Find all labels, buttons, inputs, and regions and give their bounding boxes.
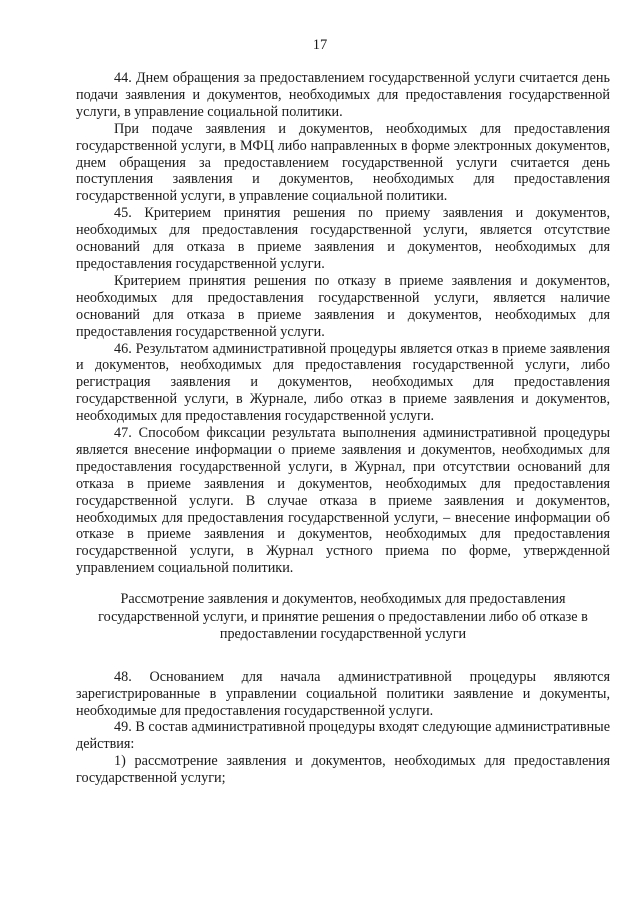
paragraph-45-refusal: Критерием принятия решения по отказу в приеме заявления и документов, необходимых для предоставления государственной услуги, является наличие оснований для отказа в приеме заявления и документов, необходимых для предоставления государственной услуги. (76, 272, 610, 340)
paragraph-49-item-1: 1) рассмотрение заявления и документов, необходимых для предоставления государственной услуги; (76, 753, 610, 787)
paragraph-47: 47. Способом фиксации результата выполнения административной процедуры является внесение информации о приеме заявления и документов, необходимых для предоставления государственной услуги, в Журнал, при отсутствии оснований для отказа в приеме заявления и документов, необходимых для предоставления государственной услуги. В случае отказа в приеме заявления и документов, необходимых для предоставления государственной услуги, – внесение информации об отказе в приеме заявления и документов, необходимых для предоставления государственной услуги, в Журнал устного приема по форме, утвержденной управлением социальной политики. (76, 425, 610, 577)
section-heading: Рассмотрение заявления и документов, необходимых для предоставления государственной услуги, и принятие решения о предоставлении либо об отказе в предоставлении государственной услуги (98, 591, 588, 643)
paragraph-49: 49. В состав административной процедуры входят следующие административные действия: (76, 719, 610, 753)
page-number: 17 (312, 37, 328, 53)
paragraph-44-mfc: При подаче заявления и документов, необходимых для предоставления государственной услуги, в МФЦ либо направленных в форме электронных документов, днем обращения за предоставлением государственной услуги считается день поступления заявления и документов, необходимых для предоставления государственной услуги, в управление социальной политики. (76, 120, 610, 205)
document-body (76, 70, 610, 787)
paragraph-46: 46. Результатом административной процедуры является отказ в приеме заявления и документов, необходимых для предоставления государственной услуги, либо регистрация заявления и документов, необходимых для предоставления государственной услуги, в Журнале, либо отказ в приеме заявления и документов, необходимых для предоставления государственной услуги. (76, 340, 610, 425)
paragraph-48: 48. Основанием для начала административной процедуры являются зарегистрированные в управлении социальной политики заявление и документы, необходимые для предоставления государственной услуги. (76, 668, 610, 719)
paragraph-45: 45. Критерием принятия решения по приему заявления и документов, необходимых для предоставления государственной услуги, является отсутствие оснований для отказа в приеме заявления и документов, необходимых для предоставления государственной услуги. (76, 205, 610, 272)
paragraph-44: 44. Днем обращения за предоставлением государственной услуги считается день подачи заявления и документов, необходимых для предоставления государственной услуги, в управление социальной политики. (76, 70, 610, 120)
